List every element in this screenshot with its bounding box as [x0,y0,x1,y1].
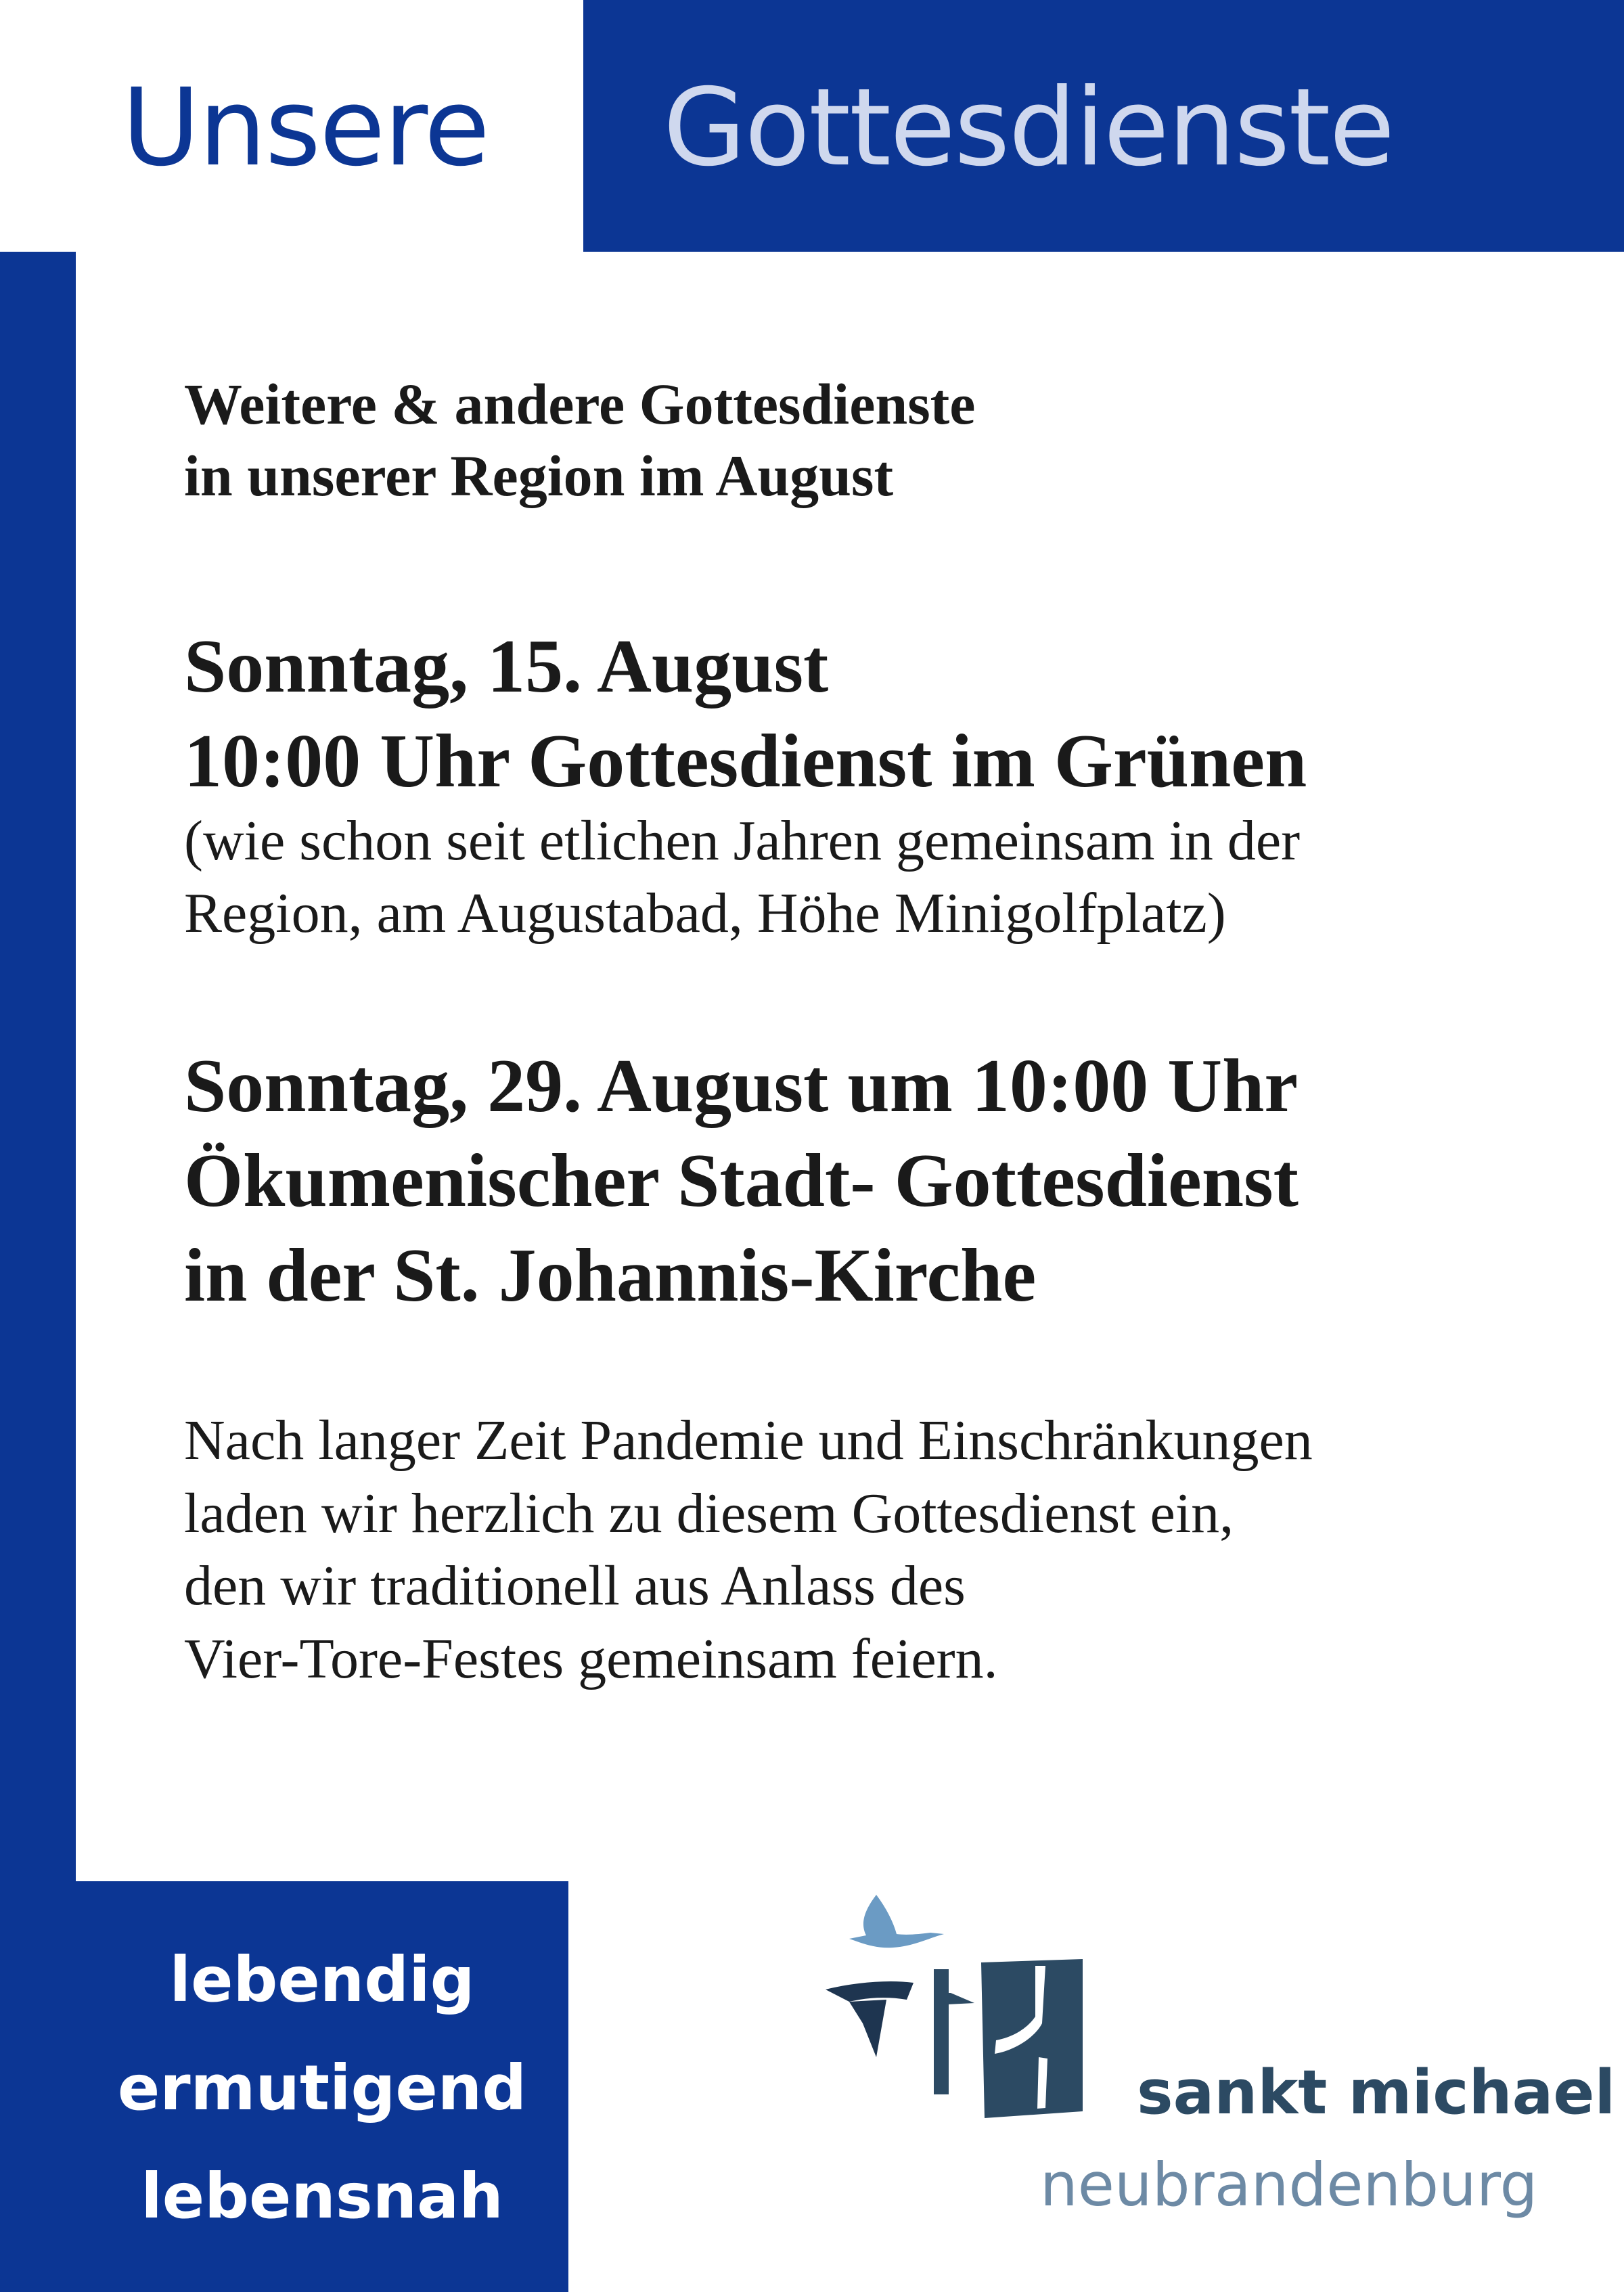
event-2-line-3: in der St. Johannis-Kirche [184,1234,1037,1318]
event-1-note-line-1: (wie schon seit etlichen Jahren gemeinsam in der [184,809,1301,872]
event-1-date: Sonntag, 15. August [184,625,829,709]
event-1-title: 10:00 Uhr Gottesdienst im Grünen [184,719,1307,803]
invitation-line-4: Vier-Tore-Festes gemeinsam feiern. [184,1627,998,1690]
event-2-heading [184,1039,1551,1323]
event-2-line-1: Sonntag, 29. August um 10:00 Uhr [184,1044,1299,1128]
church-dove-logo-icon [812,1881,1191,2179]
event-1-note-line-2: Region, am Augustabad, Höhe Minigolfplatz) [184,881,1226,945]
intro-line-1: Weitere & andere Gottesdienste [184,372,976,436]
invitation-line-2: laden wir herzlich zu diesem Gottesdienst ein, [184,1481,1234,1545]
intro-line-2: in unserer Region im August [184,443,894,508]
organization-name: sankt michael [1137,2057,1616,2128]
motto-lebendig: lebendig [169,1943,475,2016]
left-band [0,252,76,2292]
invitation-line-1: Nach langer Zeit Pandemie und Einschränkungen [184,1409,1313,1472]
event-1-heading [184,619,1551,809]
organization-city: neubrandenburg [1040,2150,1538,2220]
invitation-line-3: den wir traditionell aus Anlass des [184,1554,966,1618]
intro-heading [184,369,1551,512]
motto-ermutigend: ermutigend [117,2052,527,2124]
event-1-note [184,805,1551,949]
motto-lebensnah: lebensnah [141,2160,503,2232]
title-gottesdienste: Gottesdienste [663,66,1394,190]
invitation-text [184,1404,1551,1695]
title-unsere: Unsere [122,66,489,190]
event-2-line-2: Ökumenischer Stadt- Gottesdienst [184,1139,1299,1223]
